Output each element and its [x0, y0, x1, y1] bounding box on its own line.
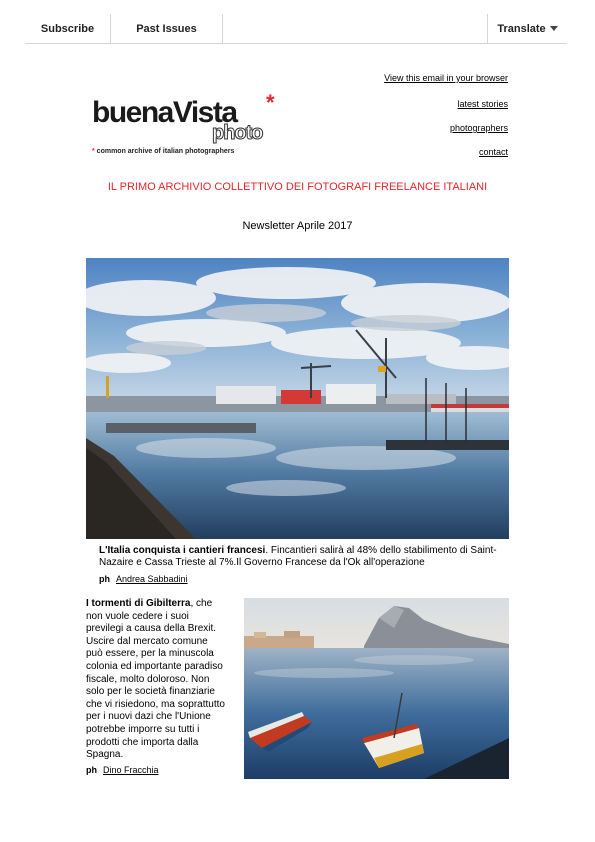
logo-wordmark: buenaVista	[92, 96, 237, 129]
article1-photographer-link[interactable]: Andrea Sabbadini	[116, 574, 188, 584]
logo-tagline	[92, 148, 234, 155]
subscribe-link[interactable]: Subscribe	[25, 14, 111, 44]
newsletter-title: Newsletter Aprile 2017	[242, 220, 353, 232]
article1-body: . Fincantieri salirà al 48% dello stabilimento di Saint-Nazaire e Cassa Trieste al 7%.Il Governo Francese da l'Ok all'operazione	[99, 545, 497, 568]
article1-caption	[99, 545, 499, 569]
article1-ph-label: ph	[99, 574, 110, 584]
latest-stories-link[interactable]: latest stories	[457, 99, 508, 109]
top-bar	[25, 14, 567, 44]
translate-menu[interactable]	[487, 14, 567, 44]
article2-credit	[86, 760, 159, 778]
article2-body: , che non vuole cedere i suoi previlegi a causa della Brexit. Uscire dal mercato comune può essere, per la minuscola colonia ed importante paradiso fiscale, molto doloroso. Non solo per le società finanziarie che vi risiedono, ma soprattutto per i nuovi dazi che l'Unione potrebbe imporre su tutti i prodotti che importa dalla Spagna.	[86, 598, 225, 761]
article2-text	[86, 598, 226, 762]
logo-asterisk-icon: *	[266, 90, 275, 115]
article2-ph-label: ph	[86, 765, 97, 775]
photographers-link[interactable]: photographers	[449, 123, 508, 133]
article1-title[interactable]: L'Italia conquista i cantieri francesi	[99, 545, 266, 556]
archive-headline: IL PRIMO ARCHIVIO COLLETTIVO DEI FOTOGRAFI FREELANCE ITALIANI	[107, 181, 488, 193]
past-issues-link[interactable]: Past Issues	[111, 14, 223, 44]
view-in-browser-link[interactable]: View this email in your browser	[384, 73, 508, 83]
logo-photo-word: photo	[212, 122, 263, 144]
buenavista-logo[interactable]	[90, 90, 290, 160]
tagline-asterisk: *	[92, 148, 95, 155]
tagline-text: common archive of italian photographers	[94, 148, 235, 155]
gibraltar-boats-photo[interactable]	[244, 598, 509, 779]
translate-label: Translate	[497, 23, 546, 35]
contact-link[interactable]: contact	[478, 147, 508, 157]
chevron-down-icon	[550, 26, 558, 31]
article2-photographer-link[interactable]: Dino Fracchia	[103, 765, 159, 775]
article2-title[interactable]: I tormenti di Gibilterra	[86, 598, 191, 609]
article1-credit	[99, 569, 188, 587]
shipyard-harbour-photo[interactable]	[86, 258, 509, 539]
